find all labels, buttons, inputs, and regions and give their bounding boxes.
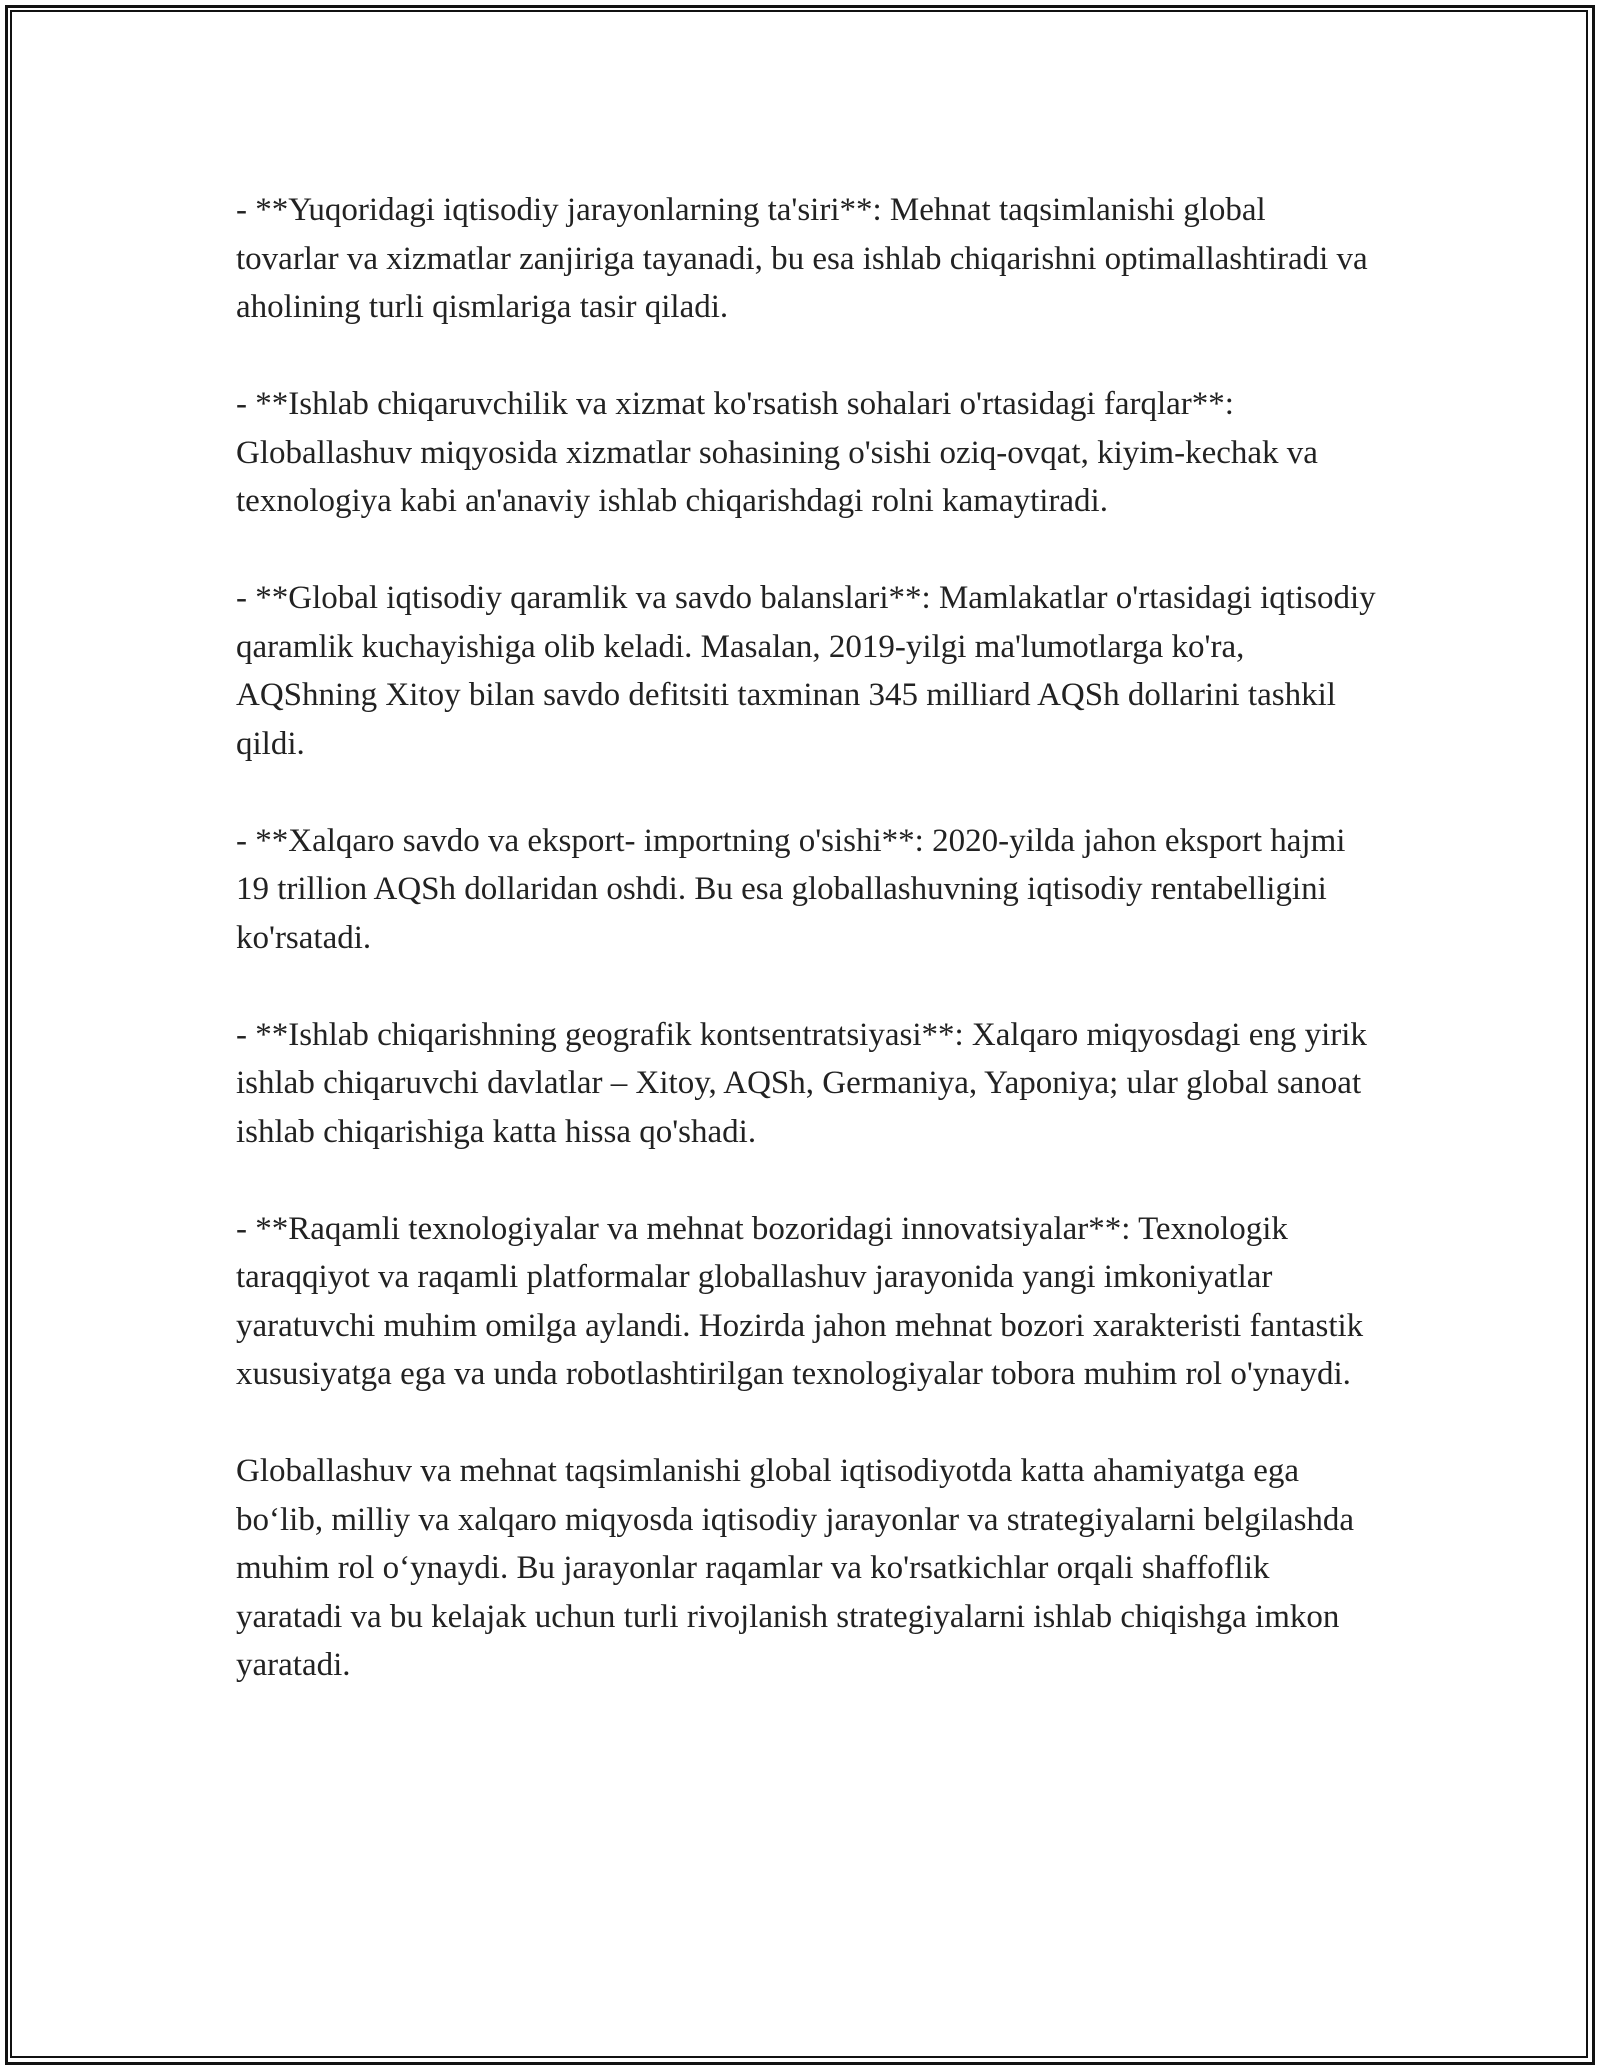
document-body [236,186,1376,1738]
paragraph-digital-technologies: - **Raqamli texnologiyalar va mehnat bozoridagi innovatsiyalar**: Texnologik taraqqiyot va raqamli platformalar globallashuv jarayonida yangi imkoniyatlar yaratuvchi muhim omilga aylandi. Hozirda jahon mehnat bozori xarakteristi fantastik xususiyatga ega va unda robotlashtirilgan texnologiyalar tobora muhim rol o'ynaydi. [236,1210,1364,1392]
paragraph-economic-impact: - **Yuqoridagi iqtisodiy jarayonlarning ta'siri**: Mehnat taqsimlanishi global tovarlar va xizmatlar zanjiriga tayanadi, bu esa ishlab chiqarishni optimallashtiradi va aholining turli qismlariga tasir qiladi. [236,192,1368,325]
paragraph-export-import: - **Xalqaro savdo va eksport- importning o'sishi**: 2020-yilda jahon eksport hajmi 19 trillion AQSh dollaridan oshdi. Bu esa globallashuvning iqtisodiy rentabelligini ko'rsatadi. [236,822,1346,956]
paragraph-conclusion: Globallashuv va mehnat taqsimlanishi global iqtisodiyotda katta ahamiyatga ega bo‘lib, milliy va xalqaro miqyosda iqtisodiy jarayonlar va strategiyalarni belgilashda muhim rol o‘ynaydi. Bu jarayonlar raqamlar va ko'rsatkichlar orqali shaffoflik yaratadi va bu kelajak uchun turli rivojlanish strategiyalarni ishlab chiqishga imkon yaratadi. [236,1453,1355,1683]
paragraph-trade-balance: - **Global iqtisodiy qaramlik va savdo balanslari**: Mamlakatlar o'rtasidagi iqtisodiy qaramlik kuchayishiga olib keladi. Masalan, 2019-yilgi ma'lumotlarga ko'ra, AQShning Xitoy bilan savdo defitsiti taxminan 345 milliard AQSh dollarini tashkil qildi. [236,580,1376,762]
paragraph-geographic-concentration: - **Ishlab chiqarishning geografik kontsentratsiyasi**: Xalqaro miqyosdagi eng yirik ishlab chiqaruvchi davlatlar – Xitoy, AQSh, Germaniya, Yaponiya; ular global sanoat ishlab chiqarishiga katta hissa qo'shadi. [236,1016,1367,1150]
paragraph-production-services: - **Ishlab chiqaruvchilik va xizmat ko'rsatish sohalari o'rtasidagi farqlar**: Globallashuv miqyosida xizmatlar sohasining o'sishi oziq-ovqat, kiyim-kechak va texnologiya kabi an'anaviy ishlab chiqarishdagi rolni kamaytiradi. [236,386,1318,519]
